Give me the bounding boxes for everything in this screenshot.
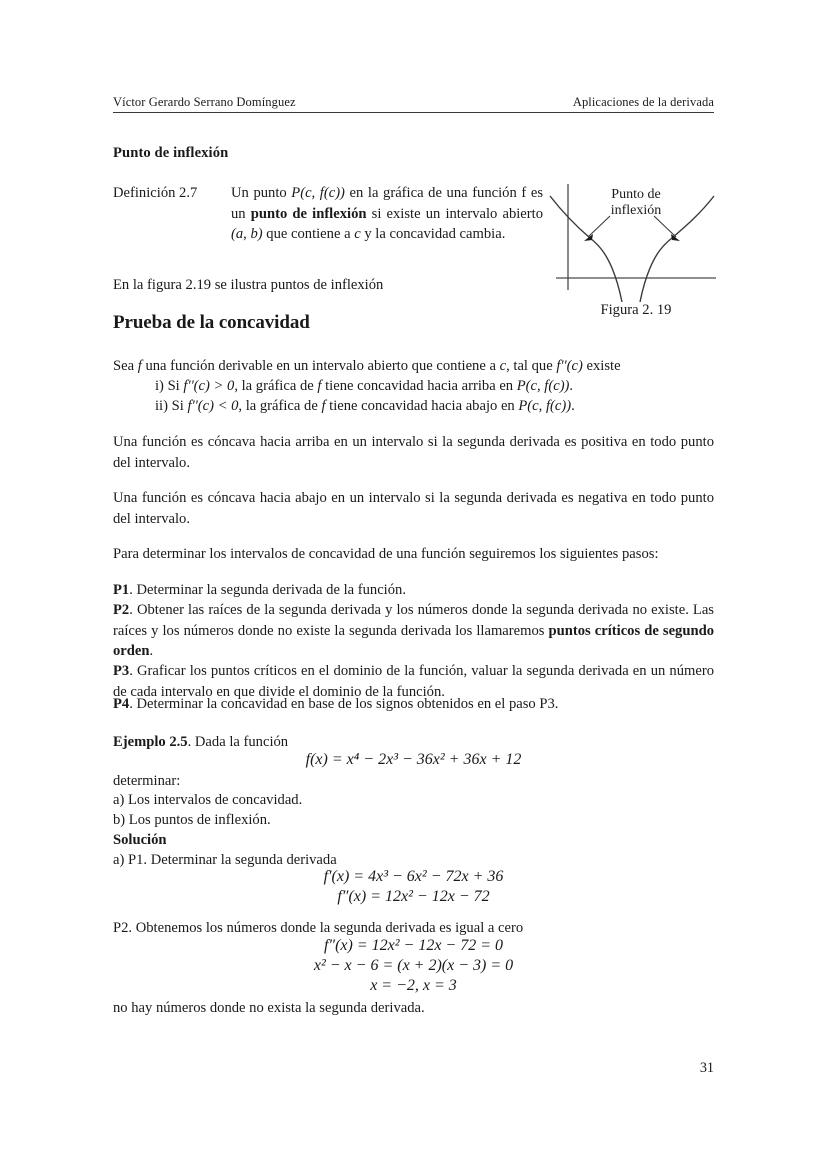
definition-block	[113, 183, 543, 245]
definition-math-interval: (a, b)	[231, 226, 263, 242]
definition-text-1: Un punto	[231, 185, 292, 201]
roman-t3: tiene concavidad hacia abajo en	[325, 398, 519, 414]
roman-m3: P(c, f(c))	[518, 398, 572, 414]
roman-marker: i)	[155, 378, 164, 394]
paragraph-concava-arriba: Una función es cóncava hacia arriba en un intervalo si la segunda derivada es positiva en todo punto del intervalo.	[113, 434, 714, 471]
example-p2-closing: no hay números donde no exista la segunda derivada.	[113, 1000, 425, 1016]
premise-t2: una función derivable en un intervalo abierto que contiene a	[141, 358, 500, 374]
roman-m2: f	[317, 378, 322, 394]
figure-annotation-line1: Punto de	[611, 187, 661, 202]
example-p2-line: P2. Obtenemos los números donde la segunda derivada es igual a cero	[113, 920, 524, 936]
premise-t3: , tal que	[506, 358, 557, 374]
example-item-b: b) Los puntos de inflexión.	[113, 812, 271, 828]
definition-body	[231, 183, 543, 245]
figure-caption: Figura 2. 19	[600, 302, 672, 318]
roman-m1: f''(c) < 0	[187, 398, 239, 414]
roman-t2: , la gráfica de	[238, 398, 322, 414]
premise-t1: Sea	[113, 358, 138, 374]
example-item-a: a) Los intervalos de concavidad.	[113, 792, 303, 808]
step-label: P3	[113, 663, 130, 679]
definition-math-point: P(c, f(c))	[291, 185, 345, 201]
running-head-chapter: Aplicaciones de la derivada	[572, 95, 714, 109]
equation-first-derivative: f′(x) = 4x³ − 6x² − 72x + 36	[323, 868, 504, 885]
running-head-author: Víctor Gerardo Serrano Domínguez	[113, 95, 296, 109]
definition-text-5: y la concavidad cambia.	[360, 226, 506, 242]
roman-m1: f''(c) > 0	[183, 378, 235, 394]
page-number: 31	[699, 1060, 714, 1076]
figure-intro-paragraph: En la figura 2.19 se ilustra puntos de inflexión	[113, 277, 384, 293]
example-label: Ejemplo 2.5	[113, 734, 188, 750]
step-bold-term: puntos críticos de segundo orden	[113, 622, 714, 659]
step-p1	[113, 580, 714, 601]
figure-left-arrow-line	[588, 216, 610, 237]
example-heading	[113, 732, 714, 753]
step-text-a: . Obtener las raíces de la segunda derivada y los números donde la segunda derivada no existe. Las raíces y los números donde no existe la segunda derivada los llamaremos	[113, 602, 714, 639]
equation-p2-3: x = −2, x = 3	[370, 977, 457, 994]
example-function-equation: f(x) = x⁴ − 2x³ − 36x² + 36x + 12	[305, 751, 522, 768]
roman-t1: Si	[167, 398, 188, 414]
heading-punto-de-inflexion	[113, 143, 513, 164]
step-text-b: .	[149, 643, 154, 659]
step-text: . Determinar la segunda derivada de la función.	[129, 582, 406, 598]
figure-right-arrow-line	[654, 216, 676, 237]
step-text: . Graficar los puntos críticos en el dominio de la función, valuar la segunda derivada en un número de cada intervalo en que divide el dominio de la función.	[113, 663, 714, 700]
example-solucion-heading: Solución	[113, 832, 167, 848]
equation-p2-2: x² − x − 6 = (x + 2)(x − 3) = 0	[313, 957, 514, 974]
heading-text: Punto de inflexión	[113, 145, 229, 161]
roman-t4: .	[571, 398, 575, 414]
definition-text-3: si existe un intervalo abierto	[366, 205, 543, 222]
heading-text: Prueba de la concavidad	[113, 312, 310, 333]
roman-m3: P(c, f(c))	[516, 378, 570, 394]
figure-2-19	[548, 180, 724, 330]
example-determinar: determinar:	[113, 773, 181, 789]
running-head	[113, 95, 714, 110]
definition-text-2: en la gráfica de una función f es un	[231, 185, 543, 222]
premise-t4: existe	[582, 358, 621, 374]
definition-math-c: c	[354, 226, 361, 242]
definition-text-4: que contiene a	[262, 226, 355, 242]
premise-f2: c	[499, 358, 507, 374]
step-label: P1	[113, 582, 130, 598]
premise-f1: f	[137, 358, 142, 374]
figure-graph	[548, 180, 724, 302]
roman-t3: tiene concavidad hacia arriba en	[321, 378, 517, 394]
step-text: . Determinar la concavidad en base de los signos obtenidos en el paso P3.	[129, 696, 559, 712]
roman-marker: ii)	[155, 398, 168, 414]
running-head-rule	[113, 112, 714, 113]
roman-t4: .	[569, 378, 574, 394]
premise-f3: f''(c)	[556, 358, 583, 374]
equation-p2-1: f″(x) = 12x² − 12x − 72 = 0	[323, 937, 504, 954]
roman-item-i	[155, 376, 573, 397]
example-solution-a-step: a) P1. Determinar la segunda derivada	[113, 852, 337, 868]
figure-left-arrowhead	[584, 234, 593, 241]
step-p4	[113, 694, 714, 715]
roman-t1: Si	[163, 378, 184, 394]
paragraph-pasos: Para determinar los intervalos de concavidad de una función seguiremos los siguientes pasos:	[113, 546, 659, 562]
definition-label: Definición 2.7	[113, 185, 198, 201]
example-intro: . Dada la función	[187, 734, 289, 750]
roman-m2: f	[321, 398, 326, 414]
step-label: P2	[113, 602, 130, 618]
roman-t2: , la gráfica de	[234, 378, 318, 394]
heading-prueba-concavidad	[113, 313, 533, 334]
roman-item-ii	[155, 396, 575, 417]
concavity-premise	[113, 356, 723, 377]
equation-second-derivative: f″(x) = 12x² − 12x − 72	[337, 888, 490, 905]
paragraph-concava-abajo: Una función es cóncava hacia abajo en un intervalo si la segunda derivada es negativa en todo punto del intervalo.	[113, 490, 714, 527]
step-p2	[113, 600, 714, 662]
definition-bold-term: punto de inflexión	[250, 205, 367, 222]
figure-annotation-line2: inflexión	[610, 203, 662, 218]
step-label: P4	[113, 696, 130, 712]
